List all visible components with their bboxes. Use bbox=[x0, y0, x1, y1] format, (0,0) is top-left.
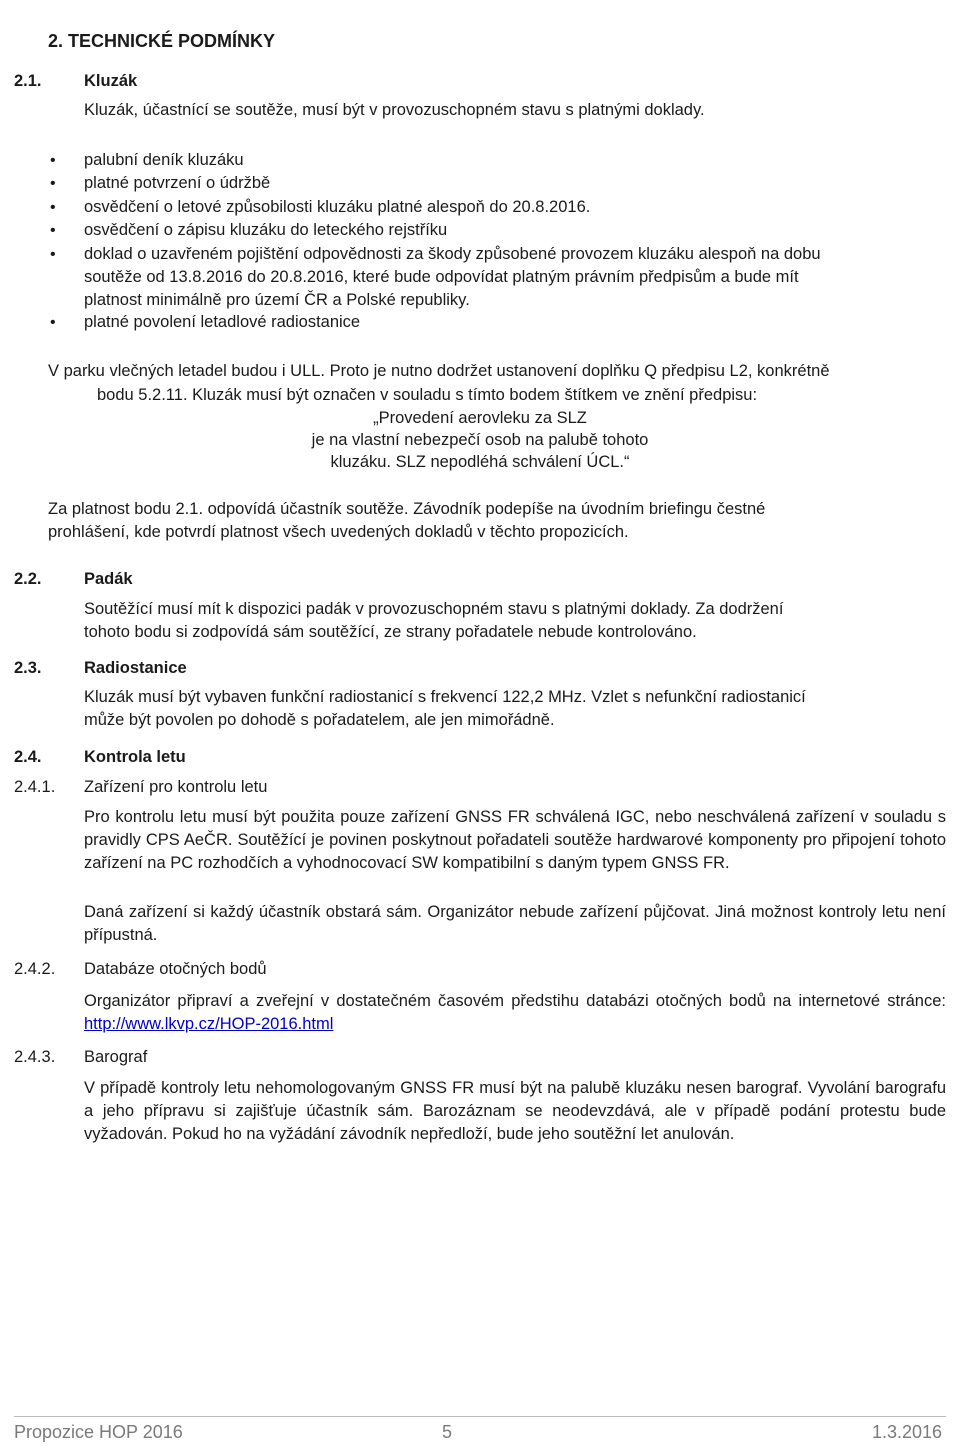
bullet-icon: • bbox=[50, 152, 56, 169]
required-label-line: „Provedení aerovleku za SLZ bbox=[373, 409, 587, 427]
zarizeni-paragraph-2: Daná zařízení si každý účastník obstará sám. Organizátor nebude zařízení půjčovat. Jiná možnost kontroly letu není přípustná. bbox=[84, 903, 946, 944]
database-link[interactable]: http://www.lkvp.cz/HOP-2016.html bbox=[84, 1015, 334, 1033]
list-item: doklad o uzavřeném pojištění odpovědnosti za škody způsobené provozem kluzáku alespoň na dobu bbox=[84, 245, 821, 263]
padak-text-line: tohoto bodu si zodpovídá sám soutěžící, ze strany pořadatele nebude kontrolováno. bbox=[84, 623, 697, 641]
section-number-2-3: 2.3. bbox=[14, 659, 42, 677]
required-label-line: je na vlastní nebezpečí osob na palubě tohoto bbox=[311, 431, 649, 449]
ull-paragraph-line: bodu 5.2.11. Kluzák musí být označen v souladu s tímto bodem štítkem ve znění předpisu: bbox=[97, 386, 758, 404]
section-number-2-4-3: 2.4.3. bbox=[14, 1048, 56, 1066]
list-item: platné potvrzení o údržbě bbox=[84, 174, 271, 192]
bullet-icon: • bbox=[50, 199, 56, 216]
section-number-2-1: 2.1. bbox=[14, 72, 42, 90]
list-item: platné povolení letadlové radiostanice bbox=[84, 313, 361, 331]
zarizeni-paragraph: Pro kontrolu letu musí být použita pouze zařízení GNSS FR schválená IGC, nebo neschválená zařízení v souladu s pravidly CPS AeČR. Soutěžící je povinen poskytnout pořadateli soutěže hardwarové komponenty pro připojení tohoto zařízení na PC rozhodčích a vyhodnocovací SW kompatibilní s daným typem GNSS FR. bbox=[84, 808, 946, 872]
footer-page-number: 5 bbox=[442, 1422, 453, 1442]
section-number-2-4-1: 2.4.1. bbox=[14, 778, 56, 796]
padak-text-line: Soutěžící musí mít k dispozici padák v provozuschopném stavu s platnými doklady. Za dodržení bbox=[84, 600, 784, 618]
section-title-zarizeni: Zařízení pro kontrolu letu bbox=[84, 778, 268, 796]
validity-paragraph-line: prohlášení, kde potvrdí platnost všech uvedených dokladů v těchto propozicích. bbox=[48, 523, 629, 541]
footer-document-name: Propozice HOP 2016 bbox=[14, 1422, 183, 1442]
bullet-icon: • bbox=[50, 175, 56, 192]
section-title-radiostanice: Radiostanice bbox=[84, 659, 187, 677]
footer-date: 1.3.2016 bbox=[872, 1422, 943, 1442]
radio-text-line: může být povolen po dohodě s pořadatelem, ale jen mimořádně. bbox=[84, 711, 555, 729]
barograf-paragraph: V případě kontroly letu nehomologovaným GNSS FR musí být na palubě kluzáku nesen barograf. Vyvolání barografu a jeho přípravu si zajišťuje účastník sám. Barozáznam se neodevzdává, ale v případě podání protestu bude vyžadován. Pokud ho na vyžádání závodník nepředloží, bude jeho soutěžní let anulován. bbox=[84, 1079, 946, 1143]
section-title-barograf: Barograf bbox=[84, 1048, 148, 1066]
section-title-kluzak: Kluzák bbox=[84, 72, 138, 90]
list-item: osvědčení o letové způsobilosti kluzáku platné alespoň do 20.8.2016. bbox=[84, 198, 591, 216]
list-item-continuation: platnost minimálně pro území ČR a Polské republiky. bbox=[84, 291, 470, 309]
section-number-2-2: 2.2. bbox=[14, 570, 42, 588]
required-label-line: kluzáku. SLZ nepodléhá schválení ÚCL.“ bbox=[330, 453, 630, 471]
ull-paragraph-line: V parku vlečných letadel budou i ULL. Proto je nutno dodržet ustanovení doplňku Q předpisu L2, konkrétně bbox=[48, 362, 830, 380]
list-item: palubní deník kluzáku bbox=[84, 151, 244, 169]
list-item-continuation: soutěže od 13.8.2016 do 20.8.2016, které bude odpovídat platným právním předpisům a bude mít bbox=[84, 268, 799, 286]
list-item: osvědčení o zápisu kluzáku do leteckého rejstříku bbox=[84, 221, 448, 239]
footer-divider bbox=[14, 1416, 946, 1417]
section-number-2-4-2: 2.4.2. bbox=[14, 960, 56, 978]
section-title-kontrola-letu: Kontrola letu bbox=[84, 748, 186, 766]
databaze-paragraph bbox=[84, 990, 946, 1036]
radio-text-line: Kluzák musí být vybaven funkční radiostanicí s frekvencí 122,2 MHz. Vzlet s nefunkční radiostanicí bbox=[84, 688, 806, 706]
kluzak-intro: Kluzák, účastnící se soutěže, musí být v provozuschopném stavu s platnými doklady. bbox=[84, 101, 705, 119]
validity-paragraph-line: Za platnost bodu 2.1. odpovídá účastník soutěže. Závodník podepíše na úvodním briefingu čestné bbox=[48, 500, 766, 518]
section-title-databaze: Databáze otočných bodů bbox=[84, 960, 267, 978]
section-title-padak: Padák bbox=[84, 570, 133, 588]
bullet-icon: • bbox=[50, 246, 56, 263]
bullet-icon: • bbox=[50, 314, 56, 331]
bullet-icon: • bbox=[50, 222, 56, 239]
section-title: 2. TECHNICKÉ PODMÍNKY bbox=[48, 31, 276, 51]
section-number-2-4: 2.4. bbox=[14, 748, 42, 766]
databaze-text: Organizátor připraví a zveřejní v dostatečném časovém předstihu databázi otočných bodů na internetové stránce: bbox=[84, 992, 946, 1010]
